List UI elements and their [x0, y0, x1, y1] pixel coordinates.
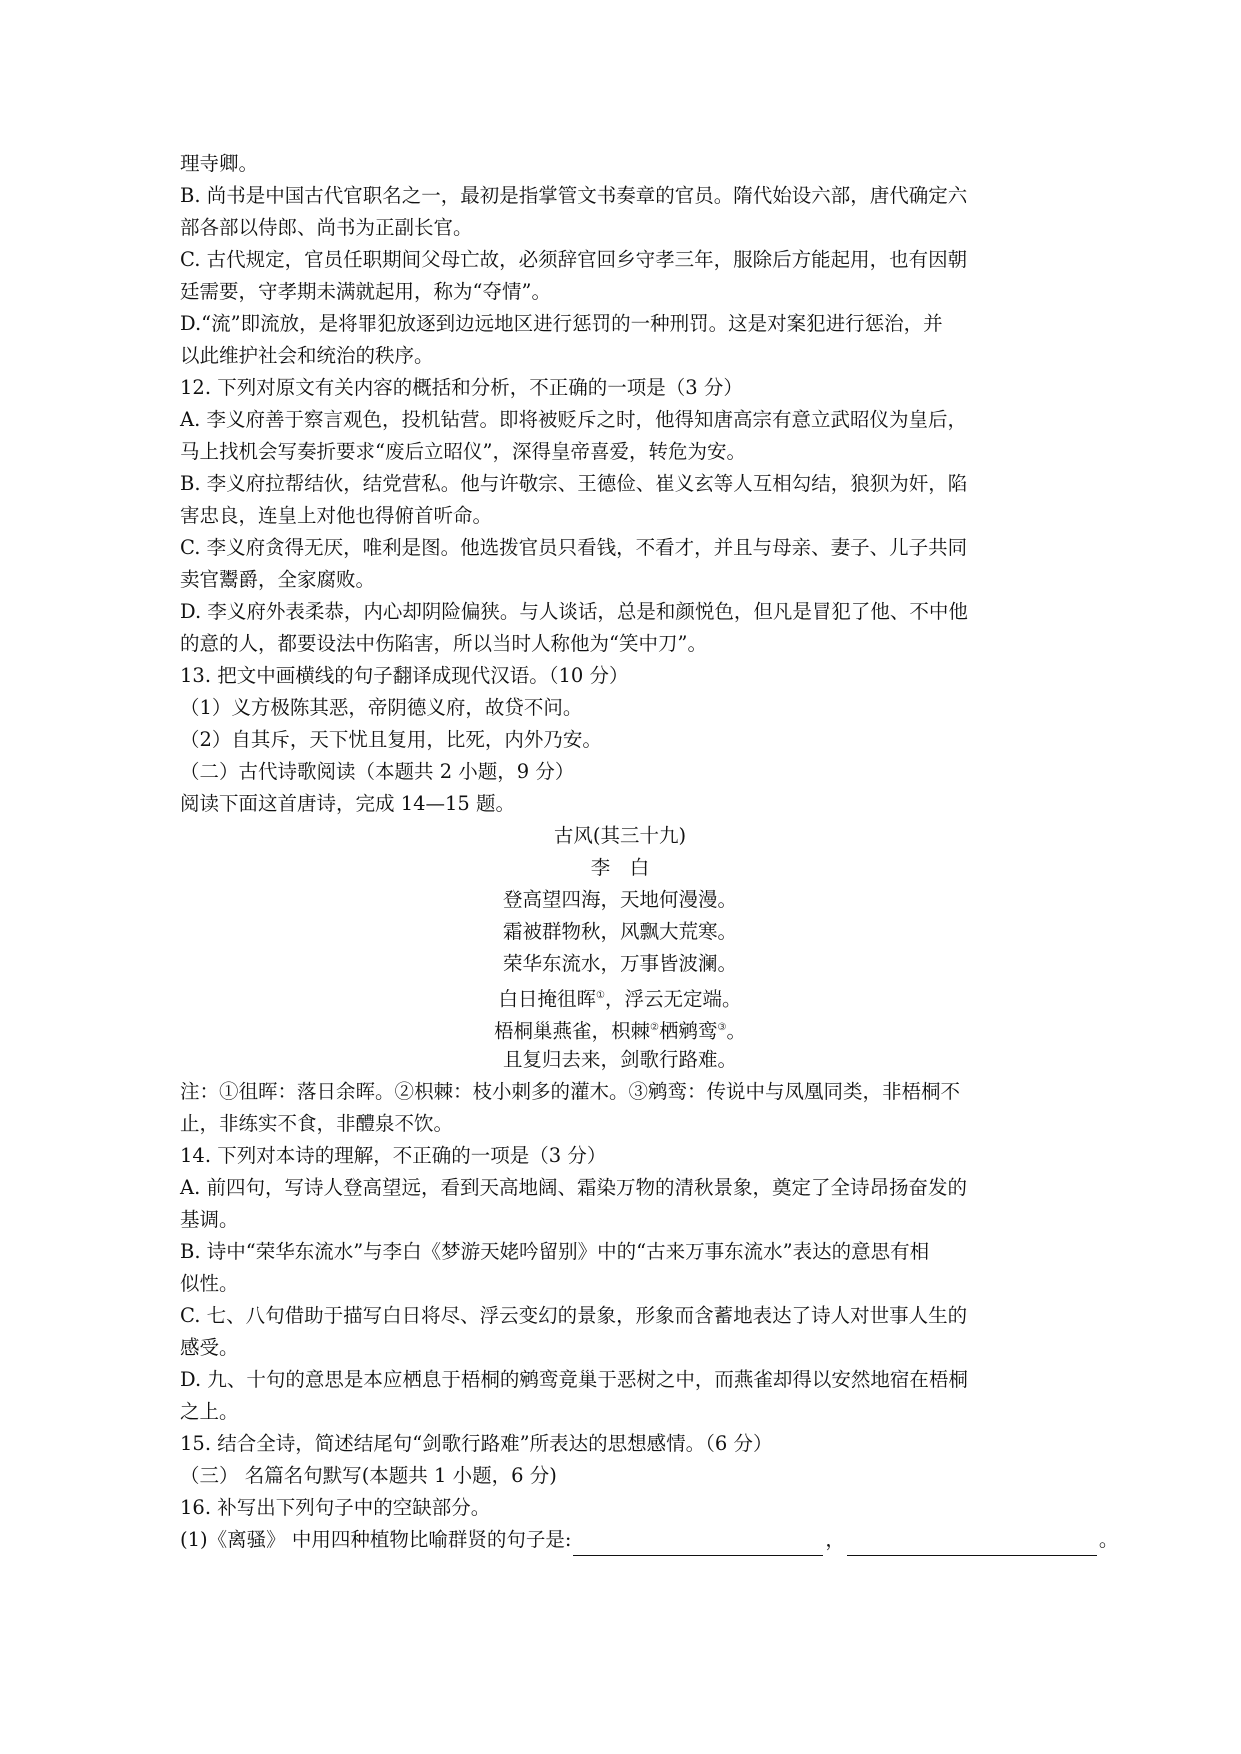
footnote-marker: ③	[717, 1022, 727, 1033]
separator: ，	[825, 1528, 845, 1551]
poem-notes: 注：①徂晖：落日余晖。②枳棘：枝小刺多的灌木。③鹓鸾：传说中与凤凰同类，非梧桐不	[180, 1080, 961, 1103]
text-line: 理寺卿。	[180, 152, 259, 175]
section-heading: （二）古代诗歌阅读（本题共 2 小题，9 分）	[180, 760, 575, 783]
footnote-marker: ②	[650, 1022, 659, 1033]
poem-line: 且复归去来，剑歌行路难。	[502, 1048, 737, 1071]
poem-block	[180, 820, 1060, 1076]
question-15-heading: 15. 结合全诗，简述结尾句“剑歌行路难”所表达的思想感情。（6 分）	[180, 1432, 773, 1455]
text-line: 基调。	[180, 1208, 239, 1231]
answer-blank-2[interactable]	[847, 1533, 1097, 1556]
poem-line: 霜被群物秋，风飘大荒寒。	[502, 920, 737, 943]
question-16-heading: 16. 补写出下列句子中的空缺部分。	[180, 1496, 491, 1519]
question-13-heading: 13. 把文中画横线的句子翻译成现代汉语。（10 分）	[180, 664, 629, 687]
text-line: 廷需要，守孝期未满就起用，称为“夺情”。	[180, 280, 551, 303]
question-14-heading: 14. 下列对本诗的理解，不正确的一项是（3 分）	[180, 1144, 607, 1167]
text-line: （2）自其斥，天下忧且复用，比死，内外乃安。	[180, 728, 602, 751]
text-line: 阅读下面这首唐诗，完成 14—15 题。	[180, 792, 516, 815]
text-line: A. 李义府善于察言观色，投机钻营。即将被贬斥之时，他得知唐高宗有意立武昭仪为皇后，	[180, 408, 967, 431]
text-line: 部各部以侍郎、尚书为正副长官。	[180, 216, 473, 239]
document-page	[180, 148, 1119, 1556]
text-line: B. 诗中“荣华东流水”与李白《梦游天姥吟留别》中的“古来万事东流水”表达的意思有相	[180, 1240, 930, 1263]
text-line: 之上。	[180, 1400, 239, 1423]
text-line: 卖官鬻爵，全家腐败。	[180, 568, 376, 591]
poem-text: 栖鹓鸾	[658, 1019, 718, 1043]
footnote-marker: ①	[596, 990, 605, 1001]
text-line: C. 古代规定，官员任职期间父母亡故，必须辞官回乡守孝三年，服除后方能起用，也有因朝	[180, 248, 968, 271]
poem-text: 梧桐巢燕雀，枳棘	[494, 1019, 651, 1043]
text-line: B. 尚书是中国古代官职名之一，最初是指掌管文书奏章的官员。隋代始设六部，唐代确定六	[180, 184, 968, 207]
text-line: C. 李义府贪得无厌，唯利是图。他选拨官员只看钱，不看才，并且与母亲、妻子、儿子共同	[180, 536, 968, 559]
poem-text: 。	[726, 1019, 746, 1043]
fill-in-line	[180, 1524, 1119, 1556]
poem-author: 李 白	[590, 856, 650, 879]
text-line: 以此维护社会和统治的秩序。	[180, 344, 434, 367]
answer-blank-1[interactable]	[573, 1533, 823, 1556]
section-part2	[180, 1076, 1119, 1556]
text-line: 感受。	[180, 1336, 239, 1359]
terminal-punct: 。	[1098, 1528, 1119, 1551]
text-line: B. 李义府拉帮结伙，结党营私。他与许敬宗、王德俭、崔义玄等人互相勾结，狼狈为奸，陷	[180, 472, 968, 495]
section-part1	[180, 148, 1060, 820]
question-12-heading: 12. 下列对原文有关内容的概括和分析，不正确的一项是（3 分）	[180, 376, 743, 399]
poem-title: 古风(其三十九)	[553, 824, 687, 847]
text-line: C. 七、八句借助于描写白日将尽、浮云变幻的景象，形象而含蓄地表达了诗人对世事人生的	[180, 1304, 968, 1327]
poem-line	[180, 1012, 1060, 1044]
poem-line: 荣华东流水，万事皆波澜。	[502, 952, 737, 975]
fill-in-prompt: (1)《离骚》 中用四种植物比喻群贤的句子是:	[180, 1528, 572, 1551]
poem-text: 白日掩徂晖	[498, 987, 597, 1011]
section-heading: （三） 名篇名句默写(本题共 1 小题，6 分)	[180, 1464, 557, 1487]
poem-text: ，浮云无定端。	[604, 987, 742, 1011]
text-line: 的意的人，都要设法中伤陷害，所以当时人称他为“笑中刀”。	[180, 632, 707, 655]
text-line: 马上找机会写奏折要求“废后立昭仪”，深得皇帝喜爱，转危为安。	[180, 440, 746, 463]
text-line: D.“流”即流放，是将罪犯放逐到边远地区进行惩罚的一种刑罚。这是对案犯进行惩治，并	[180, 312, 943, 335]
text-line: 似性。	[180, 1272, 239, 1295]
text-line: （1）义方极陈其恶，帝阴德义府，故贷不问。	[180, 696, 583, 719]
text-line: 害忠良，连皇上对他也得俯首听命。	[180, 504, 493, 527]
poem-notes: 止，非练实不食，非醴泉不饮。	[180, 1112, 454, 1135]
text-line: A. 前四句，写诗人登高望远，看到天高地阔、霜染万物的清秋景象，奠定了全诗昂扬奋发的	[180, 1176, 967, 1199]
poem-line	[180, 980, 1060, 1012]
text-line: D. 李义府外表柔恭，内心却阴险偏狭。与人谈话，总是和颜悦色，但凡是冒犯了他、不中他	[180, 600, 968, 623]
text-line: D. 九、十句的意思是本应栖息于梧桐的鹓鸾竟巢于恶树之中，而燕雀却得以安然地宿在梧桐	[180, 1368, 968, 1391]
poem-line: 登高望四海，天地何漫漫。	[502, 888, 737, 911]
